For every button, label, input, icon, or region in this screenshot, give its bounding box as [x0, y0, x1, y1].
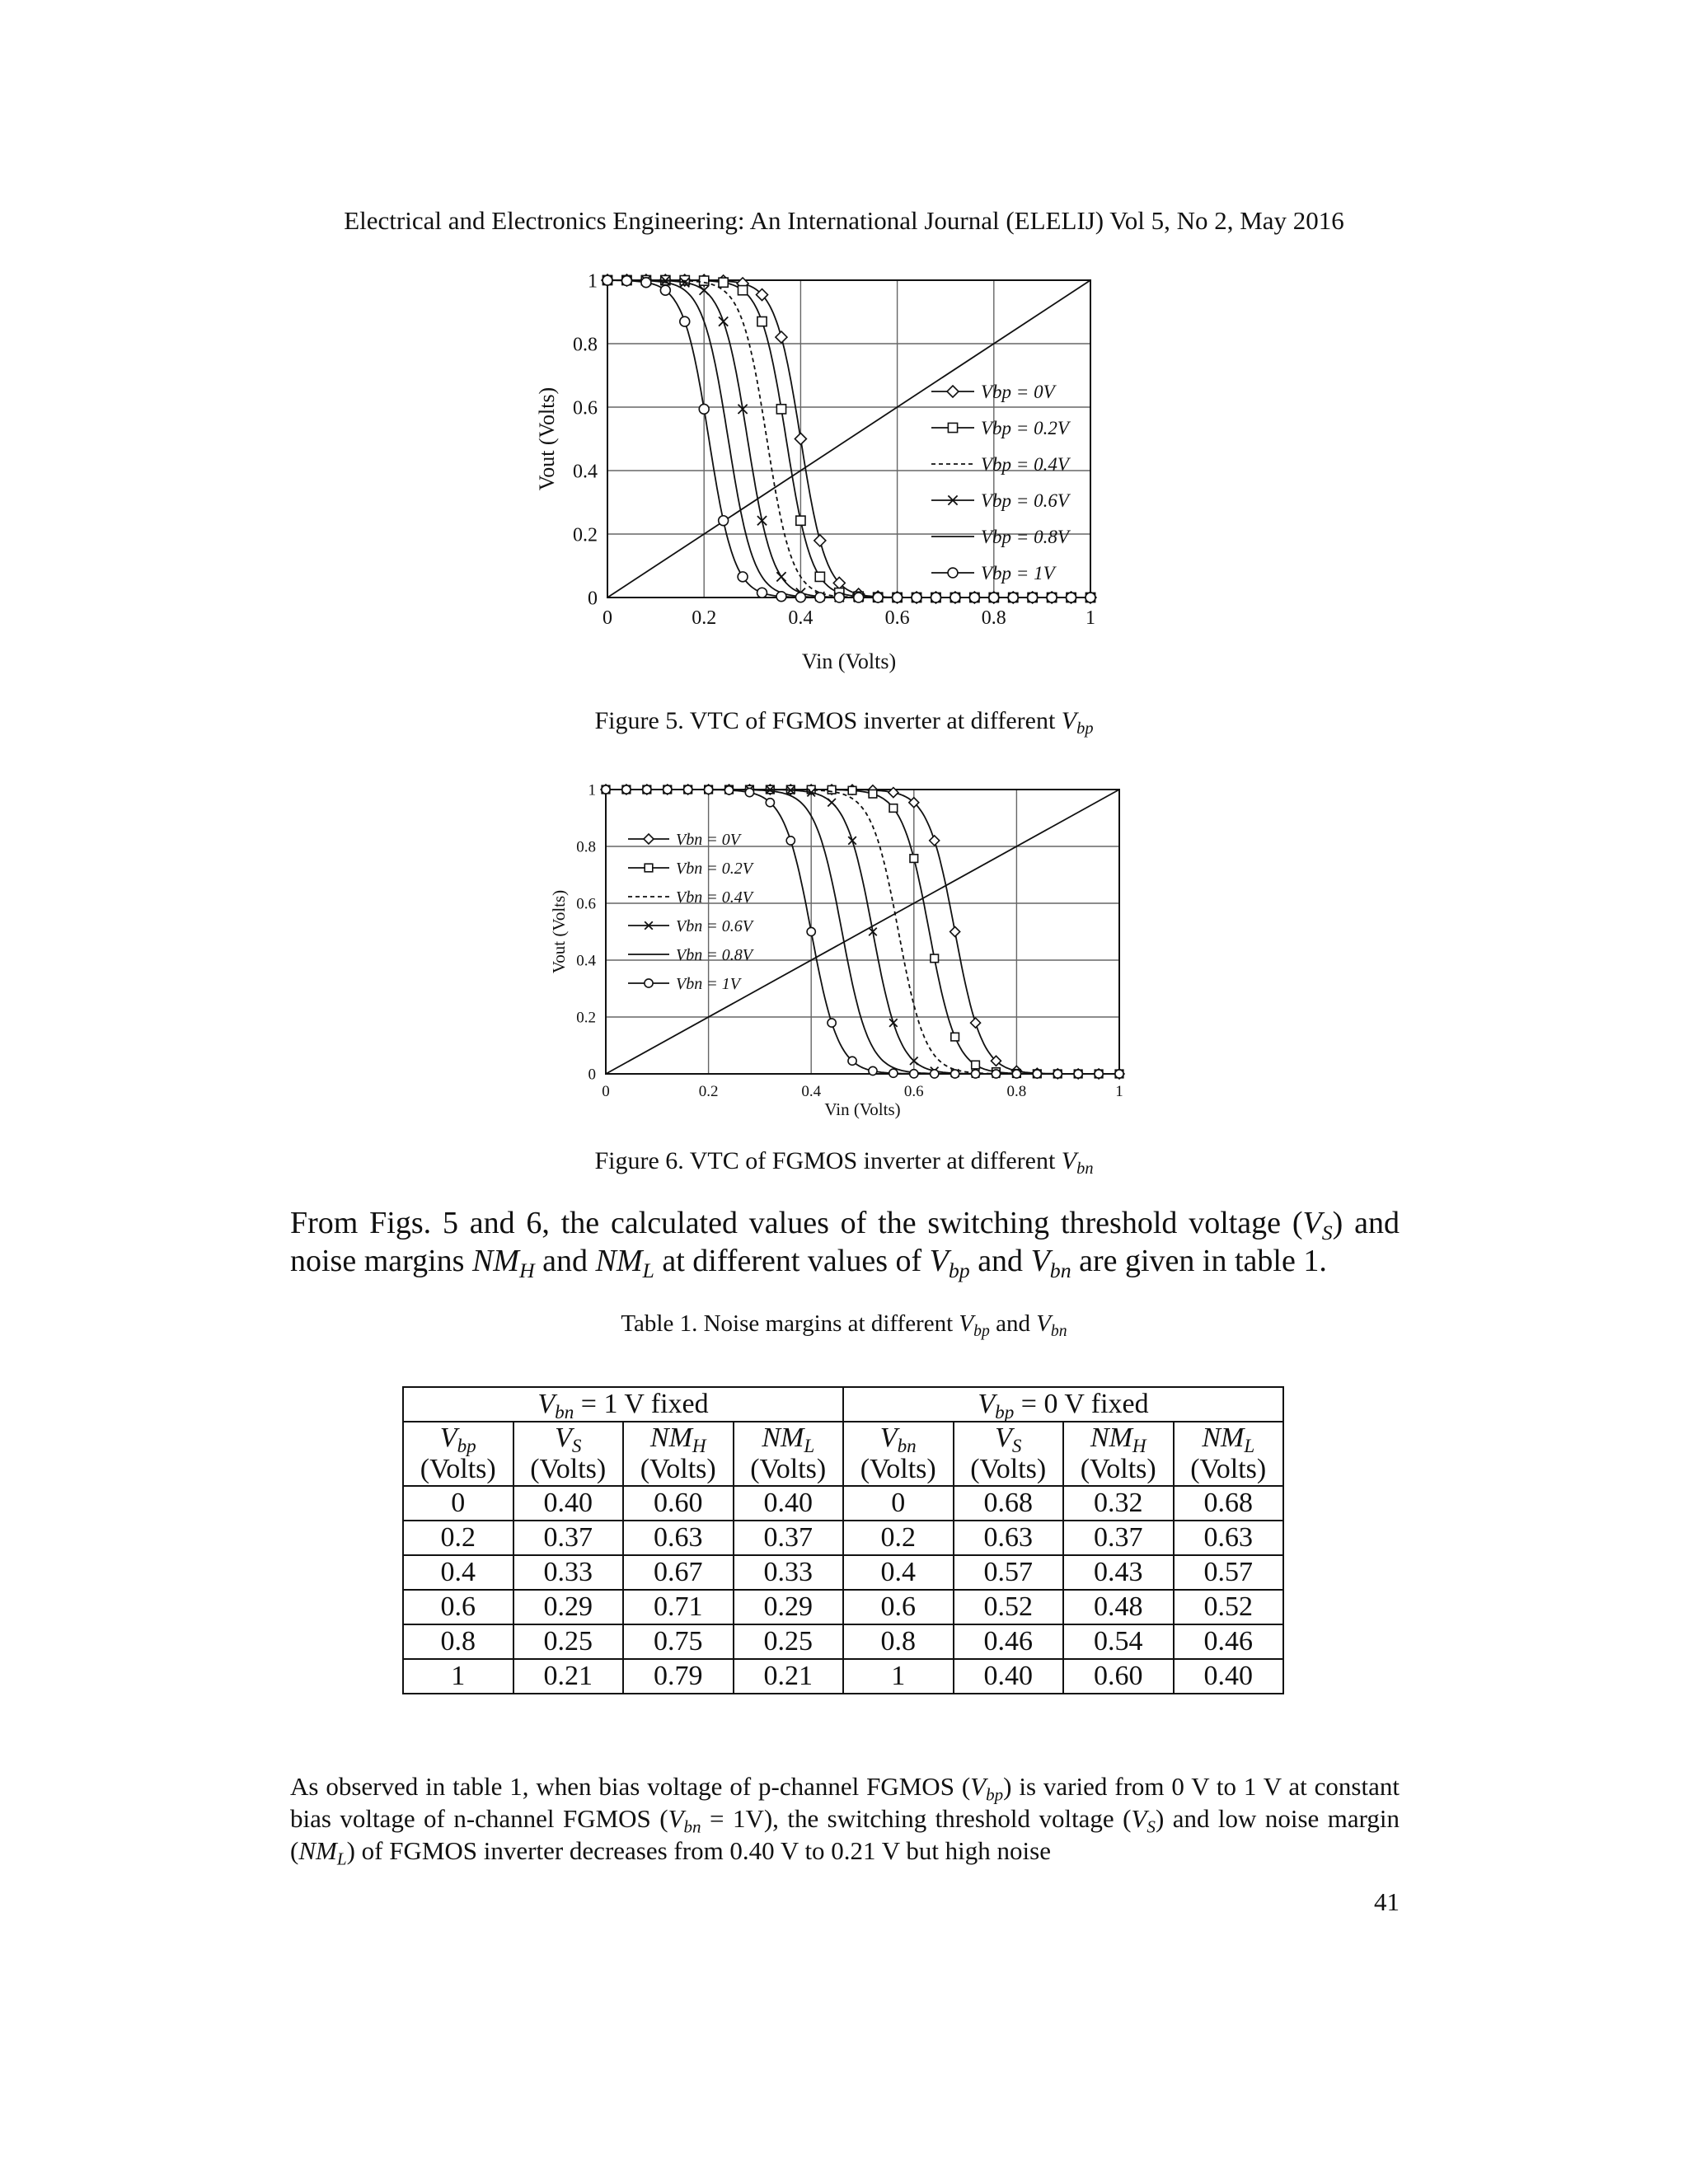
noise-margin-table — [402, 1386, 1284, 1694]
table-cell: 0.75 — [623, 1624, 734, 1659]
table-cell: 0.33 — [513, 1555, 624, 1590]
table-cell: 0.63 — [623, 1521, 734, 1555]
legend-label: Vbn = 0.4V — [676, 888, 753, 907]
y-tick-label: 0 — [588, 1066, 596, 1084]
legend-label: Vbp = 0.8V — [981, 527, 1069, 548]
table-cell: 0 — [403, 1486, 513, 1521]
column-header: $V_S$ (Volts) — [954, 1422, 1064, 1486]
data-point-square — [869, 790, 877, 798]
x-tick-label: 0.8 — [981, 607, 1006, 629]
figure-6-caption: Figure 6. VTC of FGMOS inverter at different $V_{bn}$ — [594, 1147, 1094, 1179]
data-point-circle — [869, 1066, 877, 1075]
data-point-circle — [602, 785, 610, 794]
legend-label: Vbn = 0V — [676, 831, 740, 849]
table-cell: 0.48 — [1063, 1590, 1174, 1624]
table-body — [403, 1486, 1283, 1694]
x-tick-label: 0.2 — [692, 607, 717, 629]
y-tick-label: 1 — [588, 270, 598, 293]
data-point-square — [889, 804, 898, 813]
y-tick-label: 0.6 — [573, 397, 598, 419]
x-tick-label: 0 — [602, 1083, 610, 1100]
data-point-circle — [828, 1019, 836, 1027]
table-cell: 0.40 — [734, 1486, 844, 1521]
table-cell: 0.25 — [513, 1624, 624, 1659]
table-cell: 0.21 — [513, 1659, 624, 1694]
data-point-circle — [1074, 1070, 1082, 1078]
table-cell: 0.46 — [954, 1624, 1064, 1659]
x-tick-label: 0.4 — [801, 1083, 822, 1100]
x-tick-label: 0.2 — [698, 1083, 719, 1100]
data-point-circle — [1115, 1070, 1123, 1078]
column-header: $V_S$ (Volts) — [513, 1422, 624, 1486]
data-point-square — [972, 1061, 980, 1069]
legend-label: Vbp = 0V — [981, 382, 1055, 403]
data-point-circle — [931, 1070, 939, 1078]
data-point-x — [848, 837, 856, 845]
column-header: $NM_L$ (Volts) — [734, 1422, 844, 1486]
table-cell: 0.33 — [734, 1555, 844, 1590]
table-cell: 0.37 — [734, 1521, 844, 1555]
column-header: $NM_H$ (Volts) — [1063, 1422, 1174, 1486]
table-column-header-row — [403, 1422, 1283, 1486]
data-point-circle — [910, 1070, 918, 1078]
y-axis-label: Vout (Volts) — [549, 889, 569, 974]
table-cell: 0.79 — [623, 1659, 734, 1694]
table-cell: 0.8 — [403, 1624, 513, 1659]
y-axis-label: Vout (Volts) — [535, 387, 559, 491]
x-tick-label: 0 — [603, 607, 612, 629]
x-tick-label: 1 — [1085, 607, 1095, 629]
x-tick-label: 0.6 — [884, 607, 910, 629]
intro-paragraph: From Figs. 5 and 6, the calculated values of the switching threshold voltage $(V_S)$ and noise margins $NM_H$ and $NM_L$ at different values of $V_{bp}$ and $V_{bn}$ are given in table 1. — [290, 1206, 1400, 1282]
data-point-circle — [786, 837, 795, 845]
data-point-circle — [622, 785, 631, 794]
table-cell: 0.68 — [954, 1486, 1064, 1521]
x-tick-label: 0.6 — [903, 1083, 924, 1100]
x-tick-label: 0.8 — [1006, 1083, 1027, 1100]
table-cell: 0.68 — [1174, 1486, 1284, 1521]
y-tick-label: 0.6 — [576, 895, 596, 913]
table-cell: 0.2 — [403, 1521, 513, 1555]
table-cell: 0.40 — [513, 1486, 624, 1521]
x-axis-label: Vin (Volts) — [824, 1099, 901, 1119]
y-tick-label: 1 — [588, 781, 596, 799]
table-cell: 0.4 — [403, 1555, 513, 1590]
table-group-header-row — [403, 1387, 1283, 1422]
table-cell: 0.52 — [954, 1590, 1064, 1624]
table-cell: 0.71 — [623, 1590, 734, 1624]
table-cell: 0.40 — [1174, 1659, 1284, 1694]
data-point-square — [910, 855, 918, 863]
legend-label: Vbn = 0.2V — [676, 860, 753, 878]
table-row — [403, 1555, 1283, 1590]
data-point-diamond — [644, 834, 654, 844]
table-row — [403, 1590, 1283, 1624]
y-tick-label: 0.4 — [576, 952, 596, 970]
table-cell: 0.2 — [843, 1521, 954, 1555]
data-point-circle — [684, 785, 692, 794]
legend-label: Vbp = 1V — [981, 563, 1055, 584]
table-cell: 1 — [843, 1659, 954, 1694]
data-point-square — [951, 1033, 959, 1041]
table-cell: 0.37 — [513, 1521, 624, 1555]
group-header-vbn-fixed: $V_{bn} = 1$ V fixed — [403, 1387, 843, 1422]
table-cell: 0.29 — [734, 1590, 844, 1624]
y-tick-label: 0.2 — [573, 524, 598, 546]
table-1-caption: Table 1. Noise margins at different $V_{bp}$ and $V_{bn}$ — [621, 1310, 1067, 1340]
table-cell: 0.60 — [1063, 1659, 1174, 1694]
journal-header: Electrical and Electronics Engineering: An International Journal (ELELIJ) Vol 5, No 2, May 2016 — [344, 206, 1344, 235]
table-cell: 0 — [843, 1486, 954, 1521]
data-point-circle — [1095, 1070, 1103, 1078]
table-cell: 0.6 — [403, 1590, 513, 1624]
group-header-vbp-fixed: $V_{bp} = 0$ V fixed — [843, 1387, 1283, 1422]
data-point-circle — [951, 1070, 959, 1078]
y-tick-label: 0.8 — [573, 334, 598, 356]
table-cell: 0.60 — [623, 1486, 734, 1521]
table-row — [403, 1486, 1283, 1521]
data-point-square — [645, 864, 653, 872]
data-point-circle — [724, 786, 733, 794]
y-tick-label: 0 — [588, 588, 598, 610]
table-cell: 0.54 — [1063, 1624, 1174, 1659]
figure-5-caption: Figure 5. VTC of FGMOS inverter at different $V_{bp}$ — [594, 707, 1094, 738]
legend-label: Vbp = 0.6V — [981, 490, 1069, 512]
table-cell: 0.63 — [1174, 1521, 1284, 1555]
data-point-circle — [1012, 1070, 1020, 1078]
table-cell: 0.8 — [843, 1624, 954, 1659]
data-point-circle — [766, 799, 774, 807]
table-cell: 0.37 — [1063, 1521, 1174, 1555]
table-cell: 0.52 — [1174, 1590, 1284, 1624]
data-point-circle — [889, 1069, 898, 1077]
table-row — [403, 1624, 1283, 1659]
table-cell: 0.40 — [954, 1659, 1064, 1694]
data-point-diamond — [930, 836, 940, 846]
data-point-circle — [663, 785, 672, 794]
legend-label: Vbn = 0.6V — [676, 917, 753, 935]
data-point-circle — [807, 927, 815, 935]
data-point-circle — [745, 788, 753, 796]
table-cell: 0.43 — [1063, 1555, 1174, 1590]
data-point-circle — [1053, 1070, 1062, 1078]
data-point-circle — [705, 785, 713, 794]
table-row — [403, 1521, 1283, 1555]
table-cell: 1 — [403, 1659, 513, 1694]
table-cell: 0.46 — [1174, 1624, 1284, 1659]
table-cell: 0.21 — [734, 1659, 844, 1694]
data-point-x — [889, 1019, 898, 1027]
table-row — [403, 1659, 1283, 1694]
data-point-circle — [992, 1070, 1000, 1078]
column-header: $V_{bp}$ (Volts) — [403, 1422, 513, 1486]
data-point-square — [848, 786, 856, 794]
table-cell: 0.4 — [843, 1555, 954, 1590]
page-number: 41 — [1374, 1887, 1400, 1916]
table-cell: 0.29 — [513, 1590, 624, 1624]
y-tick-label: 0.8 — [576, 838, 596, 856]
data-point-circle — [645, 979, 653, 987]
table-cell: 0.6 — [843, 1590, 954, 1624]
x-axis-label: Vin (Volts) — [801, 649, 897, 673]
column-header: $NM_L$ (Volts) — [1174, 1422, 1284, 1486]
legend-label: Vbp = 0.2V — [981, 418, 1069, 439]
data-point-diamond — [950, 927, 960, 937]
data-point-x — [828, 799, 836, 807]
data-point-circle — [848, 1057, 856, 1065]
body-paragraph: As observed in table 1, when bias voltage of p-channel FGMOS $(V_{bp})$ is varied from 0 V to 1 V at constant bias voltage of n-channel FGMOS $(V_{bn} = 1V)$, the switching threshold voltage $(V_S)$ and low noise margin $(NM_L)$ of FGMOS inverter decreases from 0.40 V to 0.21 V but high noise — [290, 1772, 1400, 1869]
table-cell: 0.32 — [1063, 1486, 1174, 1521]
x-tick-label: 0.4 — [788, 607, 814, 629]
y-tick-label: 0.4 — [573, 461, 598, 483]
column-header: $NM_H$ (Volts) — [623, 1422, 734, 1486]
y-tick-label: 0.2 — [576, 1009, 596, 1027]
data-point-circle — [1033, 1070, 1041, 1078]
legend-label: Vbn = 1V — [676, 975, 740, 993]
table-cell: 0.63 — [954, 1521, 1064, 1555]
column-header: $V_{bn}$ (Volts) — [843, 1422, 954, 1486]
x-tick-label: 1 — [1115, 1083, 1123, 1100]
table-cell: 0.25 — [734, 1624, 844, 1659]
data-point-circle — [971, 1070, 979, 1078]
legend-label: Vbp = 0.4V — [981, 454, 1069, 476]
data-point-square — [828, 785, 836, 794]
table-cell: 0.57 — [1174, 1555, 1284, 1590]
table-cell: 0.57 — [954, 1555, 1064, 1590]
data-point-circle — [643, 785, 651, 794]
data-point-square — [931, 954, 939, 963]
legend-label: Vbn = 0.8V — [676, 946, 753, 964]
data-point-diamond — [971, 1018, 981, 1028]
table-cell: 0.67 — [623, 1555, 734, 1590]
